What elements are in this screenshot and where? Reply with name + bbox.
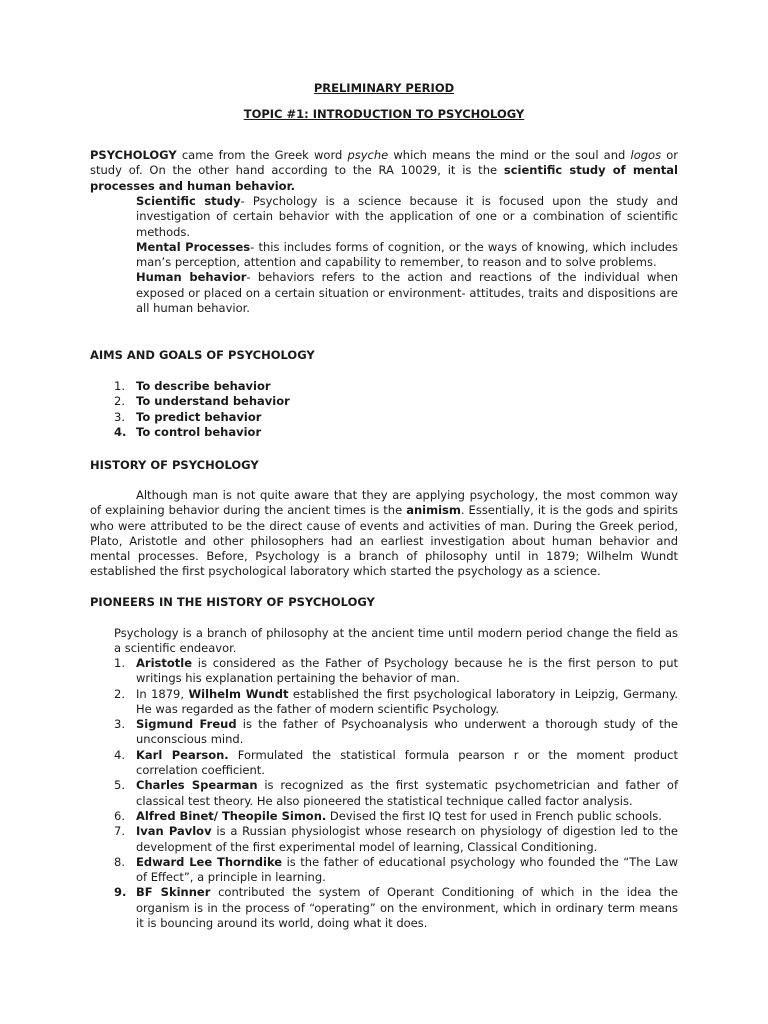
intro-definition: scientific study of mental processes and human behavior. <box>90 163 678 193</box>
pioneer-name: Aristotle <box>136 656 192 670</box>
intro-term: PSYCHOLOGY <box>90 148 177 162</box>
definition-term: Mental Processes <box>136 239 251 254</box>
pioneer-name: Edward Lee Thorndike <box>136 854 283 869</box>
pioneer-text: is the father of educational psychology who founded the “The Law of Effect”, a principle in learning. <box>136 854 678 885</box>
pioneer-name: Karl Pearson. <box>136 747 229 762</box>
list-item <box>90 855 678 886</box>
list-number: 9. <box>114 885 127 900</box>
history-text-1: Although man is not quite aware that they are applying psychology, the most common way of explaining behavior during the ancient times is the <box>90 488 678 518</box>
list-number: 2. <box>114 394 125 409</box>
definition-item <box>136 194 678 240</box>
intro-text-3: or study of. On the other hand according to the RA 10029, it is the <box>90 148 678 178</box>
list-number: 8. <box>114 854 125 869</box>
pioneer-name: Wilhelm Wundt <box>188 686 289 701</box>
aims-heading: AIMS AND GOALS OF PSYCHOLOGY <box>90 348 315 362</box>
aims-list <box>90 379 678 440</box>
list-number: 7. <box>114 824 125 839</box>
list-item <box>90 656 678 687</box>
list-item <box>90 425 678 440</box>
list-item <box>90 687 678 718</box>
pioneer-text: is considered as the Father of Psychology because he is the first person to put writings his explanation pertaining the behavior of man. <box>136 656 678 686</box>
pioneer-text: contributed the system of Operant Conditioning of which in the idea the organism is in the process of “operating” on the environment, which in ordinary term means it is bouncing around its world, doing what it does. <box>136 885 678 931</box>
pioneer-name: Alfred Binet/ Theopile Simon. <box>136 808 327 823</box>
pioneer-text: Devised the first IQ test for used in French public schools. <box>326 808 662 823</box>
definition-term: Scientific study <box>136 194 241 208</box>
intro-psyche: psyche <box>347 148 389 162</box>
list-item <box>90 410 678 425</box>
list-number: 4. <box>114 424 127 439</box>
list-item <box>90 778 678 809</box>
period-title: PRELIMINARY PERIOD <box>313 81 455 95</box>
pioneer-text: is recognized as the first systematic psychometrician and father of classical test theory. He also pioneered the statistical technique called factor analysis. <box>136 778 678 808</box>
history-animism: animism <box>406 503 461 518</box>
definition-item <box>136 270 678 316</box>
topic-title: TOPIC #1: INTRODUCTION TO PSYCHOLOGY <box>243 107 525 121</box>
list-item <box>90 394 678 409</box>
aim-text: To predict behavior <box>136 409 262 424</box>
history-text-2: . Essentially, it is the gods and spirits who were attributed to be the direct cause of events and activities of man. During the Greek period, Plato, Aristotle and other philosophers had an earliest investigation about human behavior and mental processes. Before, Psychology is a branch of philosophy until in 1879; Wilhelm Wundt established the first psychological laboratory which started the psychology as a science. <box>90 503 678 579</box>
aim-text: To control behavior <box>136 424 262 439</box>
pioneer-text: is the father of Psychoanalysis who underwent a thorough study of the unconscious mind. <box>136 717 678 747</box>
pioneer-text: is a Russian physiologist whose research on physiology of digestion led to the development of the first experimental model of learning, Classical Conditioning. <box>136 824 678 854</box>
definition-text: - Psychology is a science because it is focused upon the study and investigation of certain behavior with the application of one or a combination of scientific methods. <box>136 194 678 239</box>
definition-item <box>136 240 678 271</box>
pioneers-list <box>90 656 678 931</box>
pioneer-name: BF Skinner <box>136 885 211 900</box>
pioneers-intro: Psychology is a branch of philosophy at the ancient time until modern period change the field as a scientific endeavor. <box>114 626 678 656</box>
pioneer-pre: In 1879, <box>136 686 189 701</box>
pioneer-name: Charles Spearman <box>136 778 258 793</box>
definitions-list <box>136 194 678 316</box>
intro-text-2: which means the mind or the soul and <box>388 148 631 162</box>
intro-logos: logos <box>630 148 662 162</box>
list-number: 2. <box>114 686 125 701</box>
list-item <box>90 885 678 931</box>
history-paragraph <box>90 488 678 580</box>
list-item <box>90 717 678 748</box>
intro-paragraph <box>90 148 678 194</box>
list-number: 1. <box>114 379 125 393</box>
definition-text: - behaviors refers to the action and reactions of the individual when exposed or placed on a certain situation or environment- attitudes, traits and dispositions are all human behavior. <box>136 270 678 316</box>
pioneer-name: Sigmund Freud <box>136 717 237 732</box>
definition-text: - this includes forms of cognition, or the ways of knowing, which includes man’s perception, attention and capability to remember, to reason and to solve problems. <box>136 239 679 270</box>
pioneer-name: Ivan Pavlov <box>136 824 212 839</box>
list-number: 4. <box>114 747 125 762</box>
list-number: 3. <box>114 717 125 732</box>
list-number: 3. <box>114 409 125 424</box>
list-item <box>90 748 678 779</box>
list-number: 5. <box>114 778 125 793</box>
pioneer-text: established the first psychological laboratory in Leipzig, Germany. He was regarded as the father of modern scientific Psychology. <box>136 686 678 716</box>
history-heading: HISTORY OF PSYCHOLOGY <box>90 458 259 472</box>
definition-term: Human behavior <box>136 270 247 285</box>
list-item <box>90 379 678 394</box>
aim-text: To describe behavior <box>136 379 271 393</box>
pioneer-text: Formulated the statistical formula pearson r or the moment product correlation coefficient. <box>136 747 679 778</box>
list-item <box>90 824 678 855</box>
list-item <box>90 809 678 824</box>
aim-text: To understand behavior <box>136 394 290 409</box>
list-number: 1. <box>114 656 125 670</box>
intro-text-1: came from the Greek word <box>176 148 348 162</box>
list-number: 6. <box>114 808 125 823</box>
pioneers-heading: PIONEERS IN THE HISTORY OF PSYCHOLOGY <box>90 595 375 609</box>
